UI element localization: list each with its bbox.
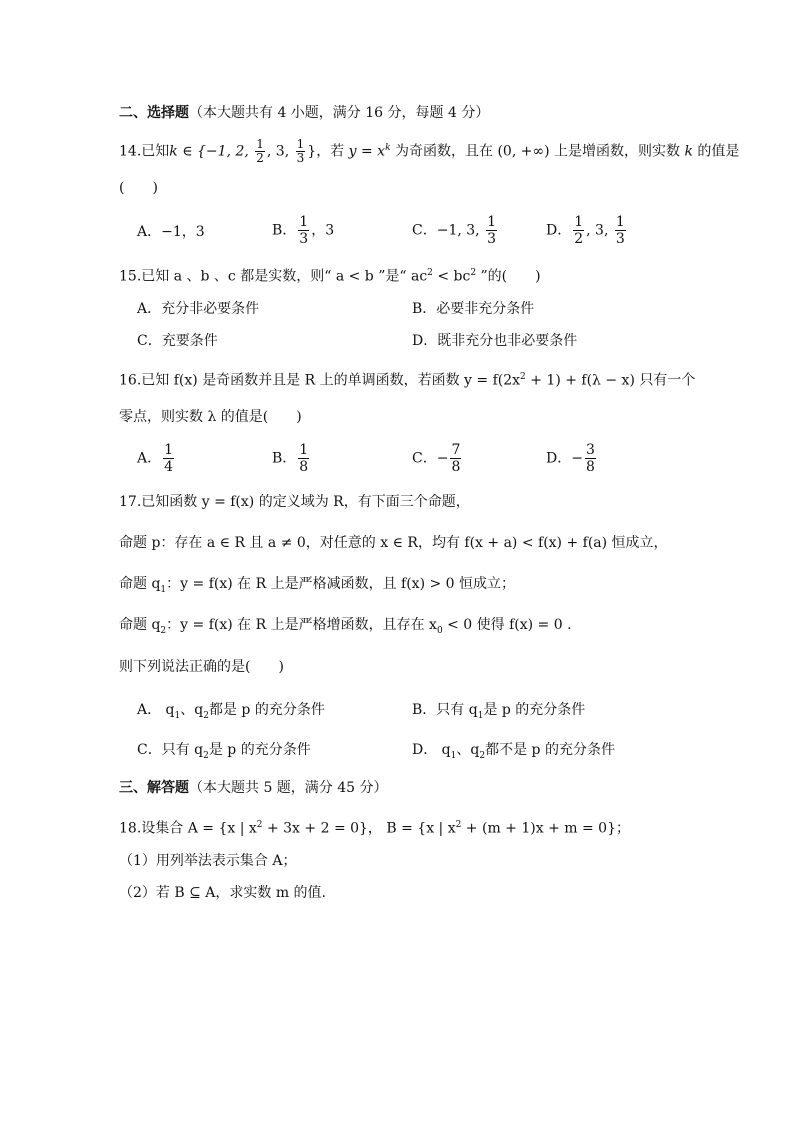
q17-option-d-sub2: 2 — [479, 750, 486, 761]
section2-title: 二、选择题 — [119, 105, 189, 121]
q15-option-b[interactable]: B．必要非充分条件 — [412, 301, 535, 317]
q17-option-b-part1: B．只有 q — [412, 702, 478, 718]
q14-var: k — [684, 143, 693, 160]
section2-note: （本大题共有 4 小题，满分 16 分，每题 4 分） — [189, 105, 490, 121]
q17-stem: 17.已知函数 y = f(x) 的定义域为 R，有下面三个命题， — [119, 494, 470, 510]
q17-option-a-part3: 都是 p 的充分条件 — [208, 702, 325, 718]
q14-bracket: ( ) — [119, 180, 158, 196]
q14-option-a-label: A． — [137, 224, 162, 240]
q16-option-a-label: A． — [137, 450, 162, 467]
q15-sq1: 2 — [427, 268, 433, 278]
q14-option-c-text: −1, 3, — [436, 222, 485, 239]
q16-option-c[interactable] — [412, 442, 463, 475]
q17-proposition-q2 — [119, 615, 572, 641]
q18-set-b: + 3x + 2 = 0}， B = {x | x — [262, 820, 456, 837]
q17-option-c[interactable] — [137, 740, 311, 766]
q14-option-b[interactable] — [272, 214, 334, 247]
q16-option-c-label: C．− — [412, 450, 449, 467]
q14-text1: ，若 — [316, 143, 349, 160]
q15-mid: < bc — [432, 268, 471, 285]
q17-option-c-sub: 2 — [203, 750, 209, 761]
q17-option-c-part1: C．只有 q — [137, 742, 204, 758]
q14-option-a[interactable] — [137, 222, 205, 242]
q15-option-c[interactable]: C．充要条件 — [137, 333, 218, 349]
q14-option-d-label: D． — [546, 222, 572, 239]
q17-q2-x0-sub: 0 — [436, 625, 443, 636]
q18-stem — [119, 815, 630, 839]
q14-option-a-text: −1，3 — [161, 224, 205, 240]
q17-q2-sub: 2 — [160, 625, 167, 636]
q14-option-d-frac-third: $\frac{1}{3}$ — [615, 214, 625, 247]
q18-sq1: 2 — [256, 820, 263, 830]
q15-stem — [119, 263, 541, 287]
q14-prefix: 14.已知 — [119, 143, 170, 160]
q14-text3: 的值是 — [692, 143, 740, 160]
q17-option-d-part1: D． q — [412, 742, 451, 758]
q17-proposition-q1 — [119, 574, 515, 600]
q18-set-b-end: + (m + 1)x + m = 0}； — [461, 820, 630, 837]
q14-option-b-frac: $\frac{1}{3}$ — [299, 214, 309, 247]
q16-option-a[interactable] — [137, 442, 176, 475]
section3-title: 三、解答题 — [119, 780, 189, 796]
q14-set-close: } — [307, 143, 317, 160]
q16-option-d-label: D．− — [546, 450, 583, 467]
q16-text: 16.已知 f(x) 是奇函数并且是 R 上的单调函数，若函数 y = f(2x — [119, 372, 521, 389]
q17-option-b-sub: 1 — [477, 710, 484, 721]
q14-stem — [119, 138, 739, 165]
q14-set: k ∈ {−1, 2, — [169, 143, 254, 160]
q16-text-end: + 1) + f(λ − x) 只有一个 — [525, 372, 696, 389]
q17-q1-text: ：y = f(x) 在 R 上是严格减函数，且 f(x) > 0 恒成立； — [166, 576, 516, 592]
section3-note: （本大题共 5 题，满分 45 分） — [189, 780, 388, 796]
q18-part2: （2）若 B ⊆ A，求实数 m 的值. — [119, 885, 327, 901]
q14-option-c-frac: $\frac{1}{3}$ — [487, 214, 496, 247]
q15-text: 15.已知 a 、b 、c 都是实数，则“ a < b ”是“ ac — [119, 268, 428, 285]
q16-stem — [119, 367, 695, 391]
q16-option-c-frac: $\frac{7}{8}$ — [451, 442, 461, 475]
section2-heading — [119, 103, 489, 123]
q16-option-b-label: B． — [272, 450, 297, 467]
q18-part1: （1）用列举法表示集合 A； — [119, 853, 297, 869]
section3-heading — [119, 778, 388, 798]
q16-sq: 2 — [520, 372, 526, 382]
q17-q2-label: 命题 q — [119, 617, 161, 633]
q17-option-c-part2: 是 p 的充分条件 — [208, 742, 311, 758]
q16-option-a-frac: $\frac{1}{4}$ — [164, 442, 174, 475]
q18-sq2: 2 — [455, 820, 462, 830]
q14-option-d-frac-half: $\frac{1}{2}$ — [574, 214, 584, 247]
q17-proposition-p: 命题 p：存在 a ∈ R 且 a ≠ 0，对任意的 x ∈ R，均有 f(x + a) < f(x) + f(a) 恒成立， — [119, 535, 668, 551]
q17-q1-label: 命题 q — [119, 576, 161, 592]
q16-option-d-frac: $\frac{3}{8}$ — [585, 442, 595, 475]
q16-line2: 零点，则实数 λ 的值是( ) — [119, 409, 302, 425]
q15-sq2: 2 — [470, 268, 477, 278]
q14-option-b-label: B． — [272, 222, 297, 239]
q14-option-d-text: , 3, — [586, 222, 613, 239]
q14-set-mid: , 3, — [266, 143, 294, 160]
q17-option-a-part2: 、q — [180, 702, 204, 718]
q17-option-d-part3: 都不是 p 的充分条件 — [485, 742, 615, 758]
q17-option-d-part2: 、q — [456, 742, 480, 758]
q14-exp: k — [385, 143, 391, 153]
q15-option-d[interactable]: D．既非充分也非必要条件 — [412, 333, 578, 349]
q17-option-b[interactable] — [412, 700, 585, 726]
q17-option-b-part2: 是 p 的充分条件 — [483, 702, 586, 718]
q16-option-b[interactable] — [272, 442, 311, 475]
q15-option-a[interactable]: A．充分非必要条件 — [137, 301, 260, 317]
q14-text2: 为奇函数，且在 (0, +∞) 上是增函数，则实数 — [390, 143, 685, 160]
q15-end: ”的( ) — [476, 268, 541, 285]
q14-set-frac-half: $\frac{1}{2}$ — [256, 137, 264, 166]
q17-q1-sub: 1 — [160, 584, 167, 595]
q14-set-frac-third: $\frac{1}{3}$ — [296, 137, 305, 166]
q17-option-a-sub1: 1 — [174, 710, 181, 721]
q17-option-d[interactable] — [412, 740, 615, 766]
q17-option-d-sub1: 1 — [450, 750, 457, 761]
q17-option-a-sub2: 2 — [203, 710, 209, 721]
q17-q2-tail: < 0 使得 f(x) = 0 . — [442, 617, 572, 633]
q14-option-b-tail: ，3 — [311, 222, 335, 239]
q14-option-c[interactable] — [412, 214, 499, 247]
q17-question: 则下列说法正确的是( ) — [119, 659, 284, 675]
q14-func: y = x — [348, 143, 386, 160]
q17-option-a[interactable] — [137, 700, 325, 726]
q14-option-c-label: C． — [412, 222, 437, 239]
q18-set-a: 18.设集合 A = {x | x — [119, 820, 257, 837]
q16-option-d[interactable] — [546, 442, 598, 475]
q16-option-b-frac: $\frac{1}{8}$ — [299, 442, 309, 475]
q14-option-d[interactable] — [546, 214, 628, 247]
q17-q2-text: ：y = f(x) 在 R 上是严格增函数，且存在 x — [166, 617, 437, 633]
q17-option-a-part1: A． q — [137, 702, 175, 718]
